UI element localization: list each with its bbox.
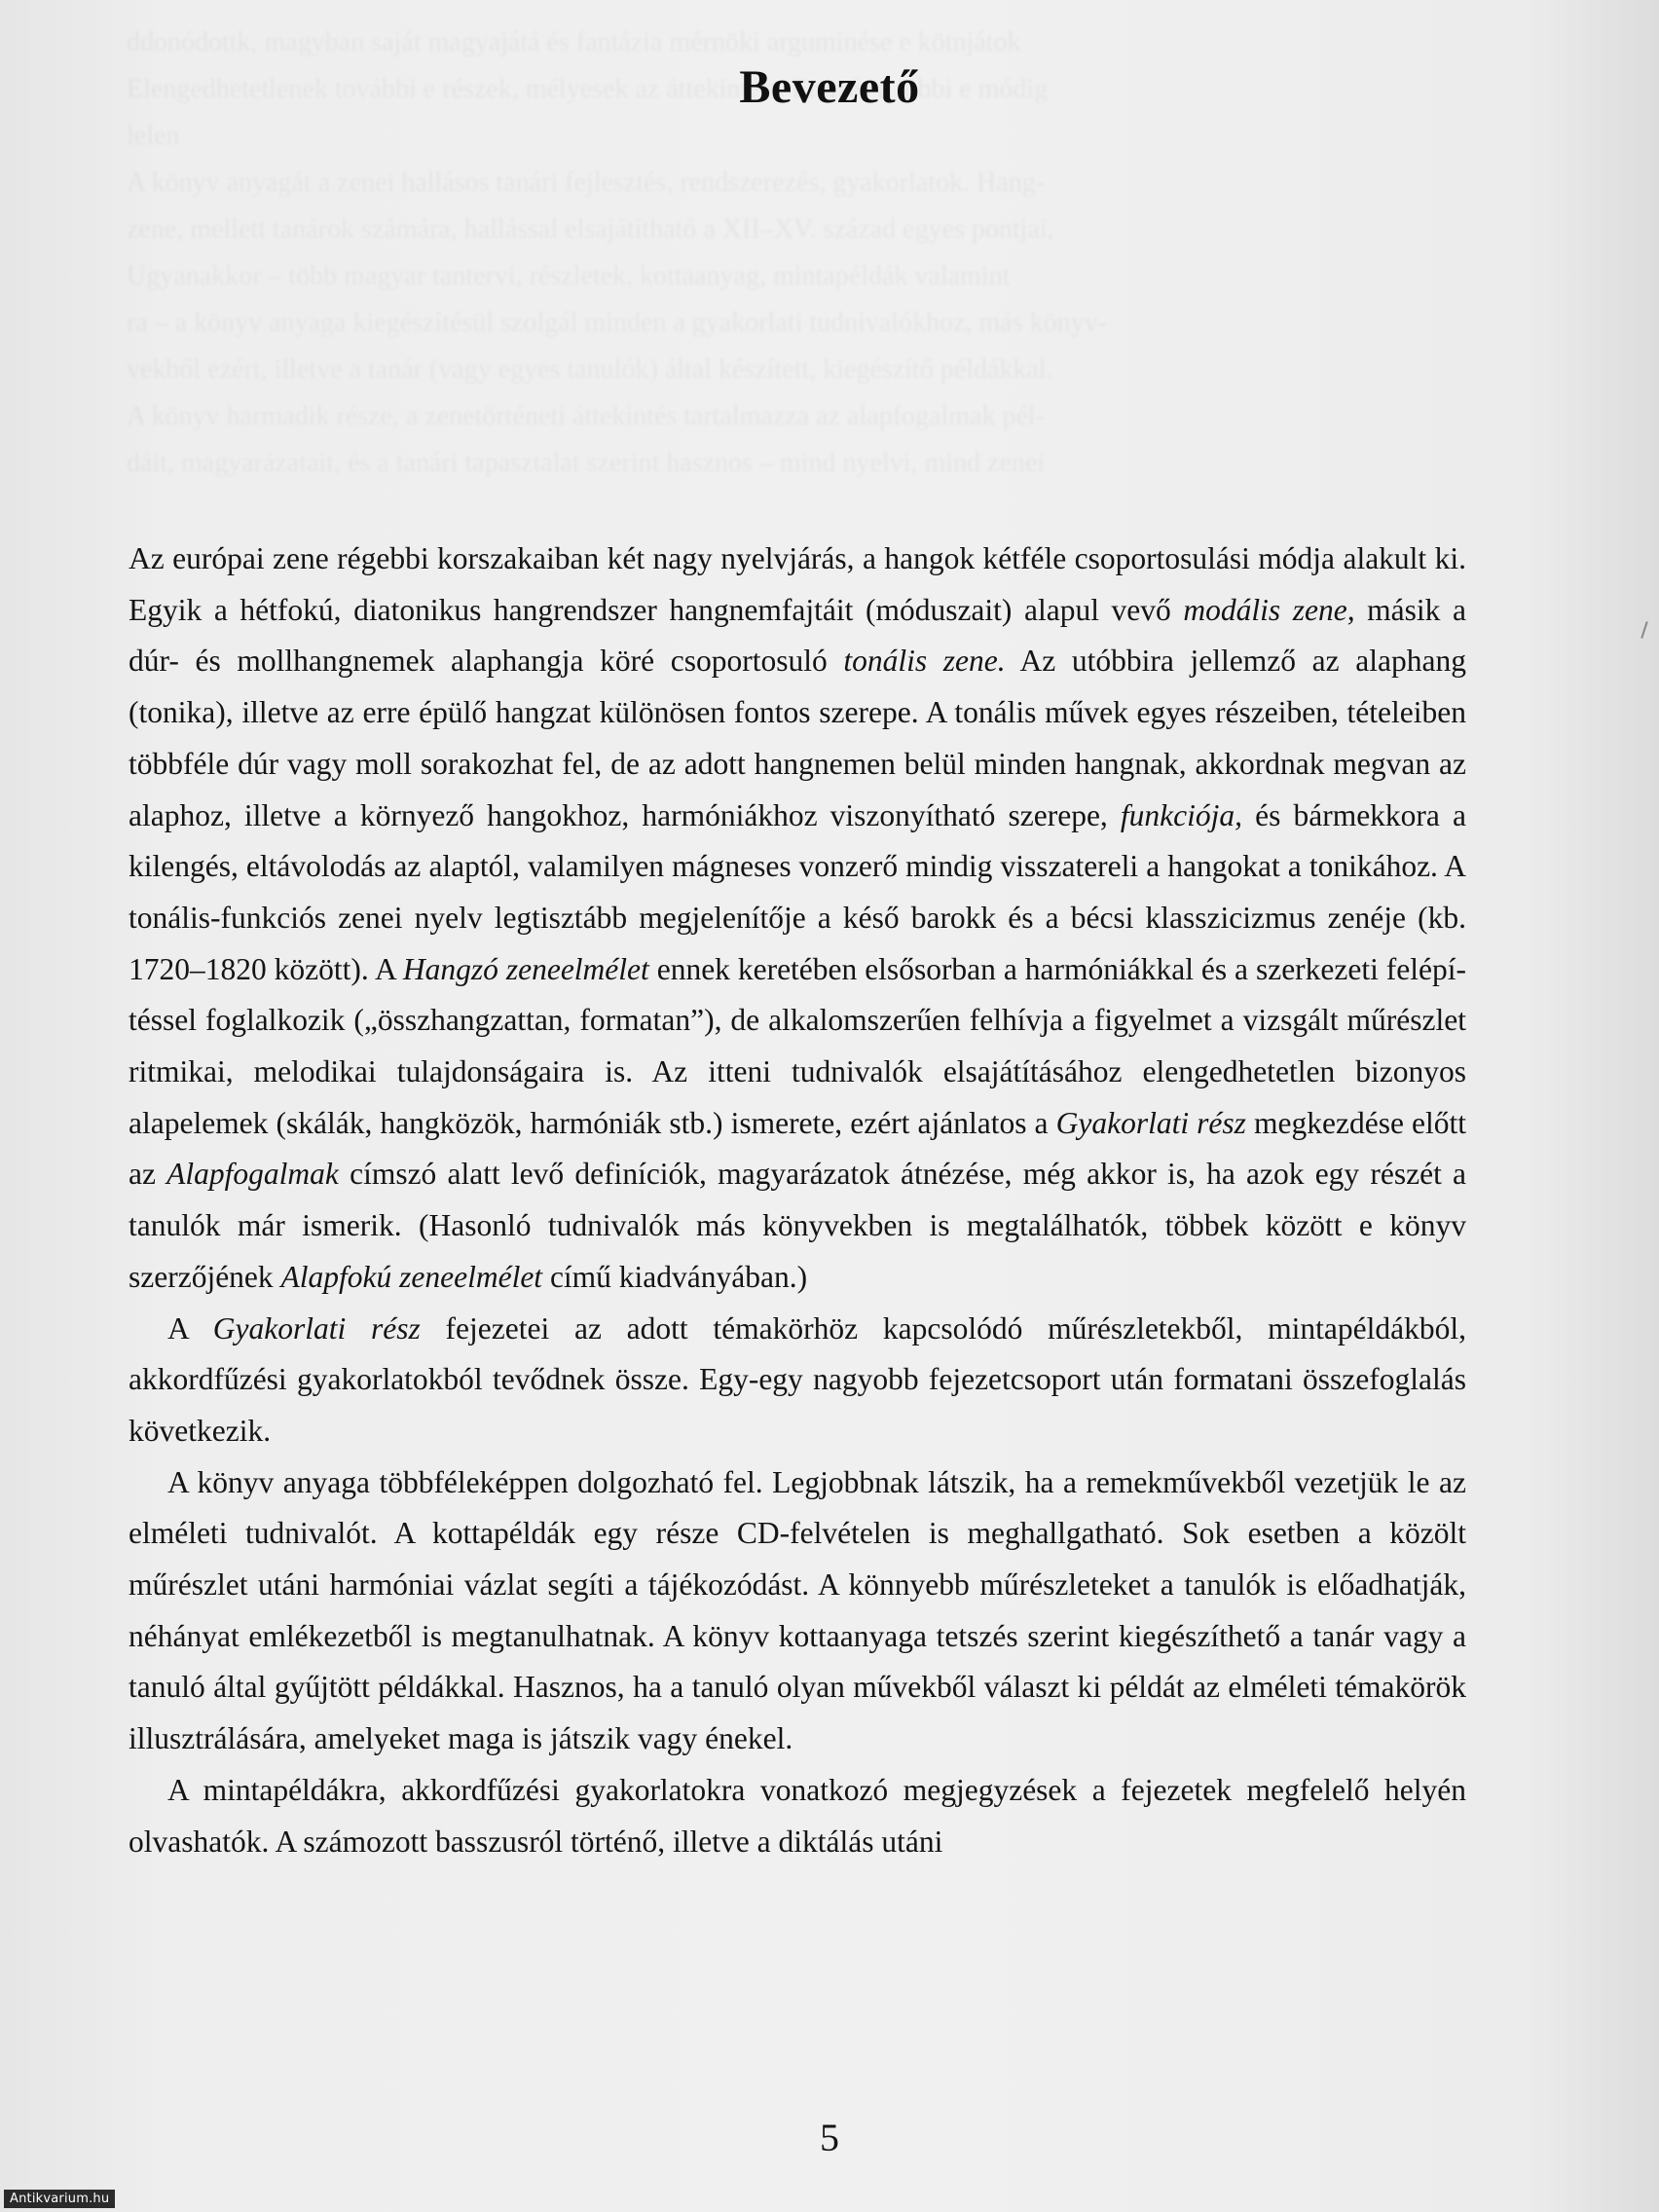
margin-pencil-mark bbox=[1641, 621, 1647, 639]
italic-term: Alapfokú zeneelmélet bbox=[280, 1259, 543, 1294]
bleed-through-line bbox=[127, 113, 1645, 160]
bleed-through-line bbox=[127, 19, 1645, 66]
bleed-through-line bbox=[127, 393, 1645, 440]
paragraph-text: című kiadványában.) bbox=[542, 1259, 808, 1294]
paragraph bbox=[129, 534, 1466, 1304]
paragraph-text: címszó alatt levő definíciók, magyarázatok átnézése, még akkor is, ha azok egy részét a tanulók már ismerik. (Hasonló tudnivalók más könyvekben is megtalálhatók, többek között e könyv szerzőjének bbox=[129, 1157, 1466, 1294]
bleed-through-line bbox=[127, 347, 1645, 393]
bleed-through-line bbox=[127, 440, 1645, 487]
page-number: 5 bbox=[820, 2116, 839, 2159]
italic-term: Alapfogalmak bbox=[166, 1157, 339, 1192]
paragraph-text: másik a dúr- és mollhangnemek alaphangja köré csoportosuló bbox=[129, 592, 1467, 679]
paragraph bbox=[129, 1304, 1466, 1457]
paragraph: A könyv anyaga többféleképpen dolgozható fel. Legjobbnak látszik, ha a remekművekből vezetjük le az elméleti tudnivalót. A kottapéldák egy része CD-felvételen is meghallgatható. Sok esetben a közölt műrészlet utáni harmóniai vázlat segíti a tájékozódást. A könnyebb műrészleteket a tanulók is előadhatják, néhányat emlékezetből is megtanulhatnak. A könyv kottaanyaga tetszés szerint kiegészíthető a tanár vagy a tanuló által gyűjtött példákkal. Hasznos, ha a tanuló olyan művekből választ ki példát az elméleti témakörök illusztrálására, amelyeket maga is játszik vagy énekel. bbox=[129, 1464, 1466, 1756]
italic-term: Gyakorlati rész bbox=[212, 1310, 421, 1346]
bleed-through-line bbox=[127, 253, 1645, 300]
watermark: Antikvarium.hu bbox=[4, 2190, 115, 2208]
italic-term: modális zene, bbox=[1183, 592, 1355, 627]
italic-term: tonális zene. bbox=[843, 644, 1006, 679]
bleed-through-line bbox=[127, 160, 1645, 206]
italic-term: Gyakorlati rész bbox=[1055, 1105, 1246, 1140]
paragraph-text: megkezdése előtt az bbox=[129, 1105, 1467, 1192]
bleed-through-line bbox=[127, 300, 1645, 347]
paragraph-text: A bbox=[167, 1310, 213, 1346]
paragraph-text: ennek keretében elsősorban a harmóniákkal és a szerkezeti felépítéssel foglalkozik („összhangzattan, formatan”), de alkalomszerűen felhívja a figyelmet a vizsgált műrészlet ritmikai, melodikai tulajdonságaira is. Az itteni tudnivalók elsajátításához elengedhetetlen bizonyos alapelemek (skálák, hangközök, harmóniák stb.) ismerete, ezért ajánlatos a bbox=[129, 951, 1466, 1140]
body-text bbox=[129, 534, 1466, 1867]
italic-term: Hangzó zeneelmélet bbox=[402, 951, 649, 986]
italic-term: funkciója, bbox=[1120, 797, 1243, 832]
paragraph-text: Az európai zene régebbi korszakaiban két nagy nyelvjárás, a hangok kétféle csoportosulási módja alakult ki. Egyik a hétfokú, diatonikus hangrendszer hangnemfajtáit (móduszait) alapul vevő bbox=[129, 541, 1466, 627]
paragraph: A mintapéldákra, akkordfűzési gyakorlatokra vonatkozó megjegyzések a fejezetek megfelelő helyén olvashatók. A számozott basszusról történő, illetve a diktálás utáni bbox=[129, 1772, 1466, 1859]
paragraph-text: és bármekkora a kilengés, eltávolodás az alaptól, valamilyen mágneses vonzerő mindig visszatereli a hangokat a tonikához. A tonális-funkciós zenei nyelv legtisztább megjelenítője a késő barokk és a bécsi klasszicizmus zenéje (kb. 1720–1820 között). A bbox=[129, 797, 1466, 986]
paragraph-text: fejezetei az adott témakörhöz kapcsolódó műrészletekből, mintapéldákból, akkordfűzési gyakorlatokból tevődnek össze. Egy-egy nagyobb fejezetcsoport után formatani összefoglalás következik. bbox=[129, 1310, 1467, 1448]
paragraph-text: Az utóbbira jellemző az alaphang (tonika), illetve az erre épülő hangzat különösen fontos szerepe. A tonális művek egyes részeiben, tételeiben többféle dúr vagy moll sorakozhat fel, de az adott hangnemen belül minden hangnak, akkordnak megvan az alaphoz, illetve a környező hangokhoz, harmóniákhoz viszonyítható szerepe, bbox=[129, 644, 1466, 832]
bleed-through-line bbox=[127, 206, 1645, 253]
page-title: Bevezető bbox=[739, 61, 920, 114]
